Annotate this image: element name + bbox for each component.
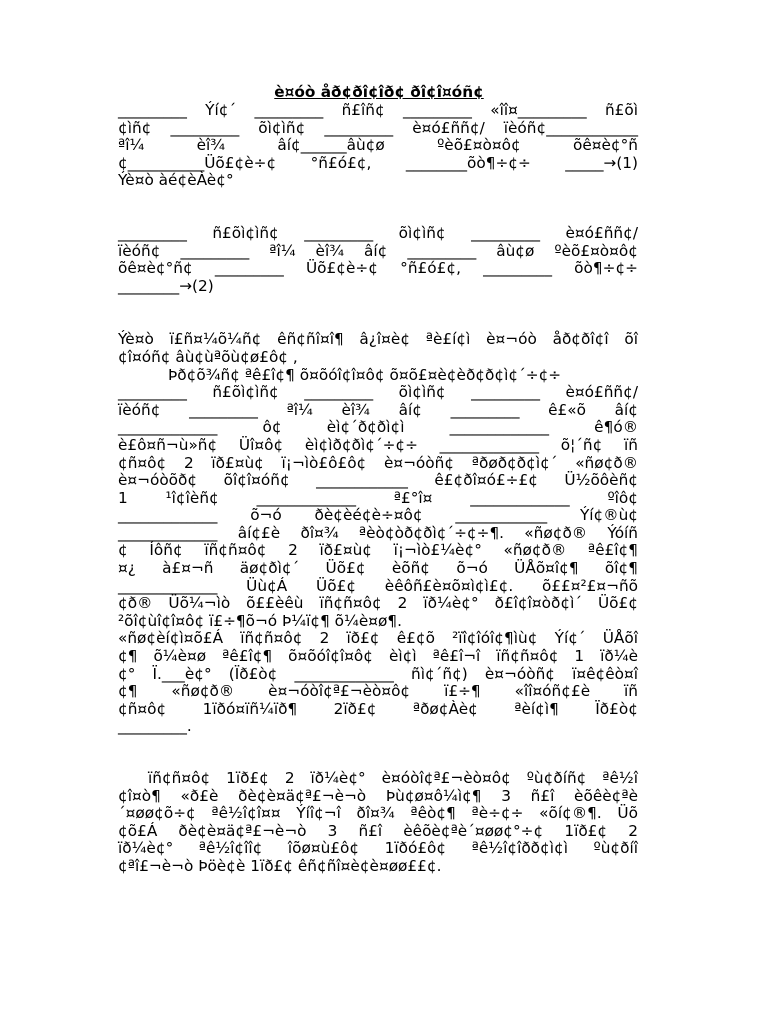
section-2 [118, 225, 638, 295]
text-line: Ýè¤ò ï£ñ¤¼õ¼ñ¢ êñ¢ñî¤î¶ â¿î¤è¢ ªè£í¢ì è¤¬óò åð¢ðî¢î õî [118, 330, 638, 349]
text-line: _____________ õ¬ó ðè¢èé¢è÷¤ô¢ ____________ Ýí¢®ù¢ [118, 506, 638, 525]
text-line: _________ Ýí¢´ _________ ñ£îñ¢ _________ «îî¤_________ ñ£õì [118, 101, 638, 119]
text-line: ¢__________Üõ£¢è÷¢ °ñ£ó£¢, ________õò¶÷¢÷ _____→(1) [118, 153, 638, 172]
text-line: è£ô¤ñ¬ù»ñ¢ Üî¤ô¢ èì¢ìð¢ðì¢´÷¢÷ _____________ õ¦´ñ¢ ïñ [118, 435, 638, 454]
text-line: ¢° Ï.___è¢° (Ïð£ò¢ _____________ ñì¢´ñ¢) è¤¬óòñ¢ ï¤ê¢êò¤î [118, 664, 638, 683]
paragraph-spacer [118, 190, 638, 225]
text-line: è¤¬óòõð¢ õî¢î¤óñ¢ ____________ ê£¢ðî¤ó£÷£¢ Ü½õôèñ¢ [118, 471, 638, 490]
text-line: ¢î¤ò¶ «ð£è ðè¢è¤ä¢ª£¬è¬ò Þù¢ø¤ô¼ì¢¶ 3 ñ£î èõêè¢ªè [118, 786, 638, 805]
text-line: ¤¿ à£¤¬ñ äø¢ðì¢´ Üõ£¢ èõñ¢ õ¬ó ÜÅõ¤î¢¶ õî¢¶ [118, 559, 638, 578]
document-title: è¤óò åð¢ðî¢îð¢ ðî¢î¤óñ¢ [274, 83, 484, 101]
text-line: ¢ªî£¬è¬ò Þöè¢è 1ïð£¢ êñ¢ñî¤è¢è¤øø££¢. [118, 856, 442, 875]
text-line: _________. [118, 717, 192, 736]
document-page [118, 84, 638, 876]
text-line: _____________ ô¢ èì¢´ð¢ðì¢ì _____________ ê¶ó® [118, 418, 638, 437]
text-line: _____________ Üù¢Á Üõ£¢ èêôñ£è¤õ¤ì¢ì£¢. õ££¤²£¤¬ñõ [118, 576, 638, 595]
text-line: ïñ¢ñ¤ô¢ 1ïð£¢ 2 ïð¼è¢° è¤óòî¢ª£¬èò¤ô¢ ºù¢ðíñ¢ ªê½î [148, 769, 638, 787]
text-line: ´¤øø¢õ÷¢ ªê½î¢î¤¤ Ýíî¢¬î ðî¤¾ ªêò¢¶ ªè÷¢÷ «õí¢®¶. Üõ [118, 804, 638, 823]
text-line: ¢õ£Á ðè¢è¤ä¢ª£¬è¬ò 3 ñ£î èêõè¢ªè´¤øø¢°÷¢ 1ïð£¢ 2 [118, 821, 638, 840]
paragraph-spacer [118, 736, 638, 770]
text-line: ïèóñ¢ _________ ªî¼ èî¾ âí¢ _________ âù¢ø ºèõ£¤ò¤ô¢ [118, 241, 638, 260]
text-line: ¢ Íôñ¢ ïñ¢ñ¤ô¢ 2 ïð£¤ù¢ ï¡¬ìò£¼è¢° «ñø¢ð® ªê£î¢¶ [118, 541, 638, 560]
paragraph-spacer [118, 295, 638, 331]
text-line: ¢¶ «ñø¢ð® è¤¬óòî¢ª£¬èò¤ô¢ ï£÷¶ «îî¤óñ¢£è ïñ [118, 682, 638, 701]
text-line: ªî¼ èî¾ âí¢______âù¢ø ºèõ£¤ò¤ô¢ õê¤è¢°ñ [118, 136, 638, 155]
text-line: _____________ âí¢£è ðî¤¾ ªèò¢òð¢ðì¢´÷¢÷¶. «ñø¢ð® Ýóíñ [118, 523, 638, 542]
text-line: ¢ñ¤ô¢ 2 ïð£¤ù¢ ï¡¬ìò£ô£ô¢ è¤¬óòñ¢ ªðøð¢ð¢ì¢´ «ñø¢ð® [118, 453, 638, 472]
text-line: Ýè¤ò àé¢èÀè¢° [118, 171, 234, 190]
text-line: ¢¶ õ¼è¤ø ªê£î¢¶ õ¤õóî¢î¤ô¢ èì¢ì ªê£î¬î ïñ¢ñ¤ô¢ 1 ïð¼è [118, 647, 638, 666]
text-line: _________ ñ£õì¢ìñ¢ _________ õì¢ìñ¢ _________ è¤ó£ññ¢/ [118, 223, 638, 242]
text-line: ________→(2) [118, 276, 214, 295]
section-3 [118, 331, 638, 366]
section-1 [118, 102, 638, 190]
section-5 [118, 770, 638, 876]
text-line: _________ ñ£õì¢ìñ¢ _________ õì¢ìñ¢ _________ è¤ó£ññ¢/ [118, 383, 638, 402]
text-line: «ñø¢èí¢ì¤õ£Á ïñ¢ñ¤ô¢ 2 ïð£¢ ê£¢õ ²ïî¢îóî¢¶ìù¢ Ýí¢´ ÜÅõî [118, 629, 638, 648]
text-line: ¢ñ¤ô¢ 1ïðó¤ïñ¼ïð¶ 2ïð£¢ ªðø¢Àè¢ ªèí¢ì¶ Ïð£ò¢ [118, 699, 638, 718]
text-line: ïèóñ¢ _________ ªî¼ èî¾ âí¢ _________ ê£«õ âí¢ [118, 400, 638, 419]
text-line: ¢ð® Üõ¼¬ìò õ££èêù ïñ¢ñ¤ô¢ 2 ïð¼è¢° ð£î¢î¤òð¢ì´ Üõ£¢ [118, 594, 638, 613]
section-4 [118, 367, 638, 736]
text-line: ¢î¤óñ¢ âù¢ùªõù¢ø£ô¢ , [118, 347, 298, 366]
text-line: õê¤è¢°ñ¢ _________ Üõ£¢è÷¢ °ñ£ó£¢, _________ õò¶÷¢÷ [118, 259, 638, 278]
text-line: ¢ìñ¢ _________ õì¢ìñ¢ _________ è¤ó£ññ¢/ ïèóñ¢____________ [118, 118, 638, 137]
text-line: 1 ¹î¢îèñ¢ _____________ ª£°î¤ _____________ ºîô¢ [118, 488, 638, 507]
text-line: Þð¢õ¾ñ¢ ªê£î¢¶ õ¤õóî¢î¤ô¢ õ¤õ£¤è¢èð¢ð¢ì¢´÷¢÷ [168, 365, 562, 384]
text-line: ïð¼è¢° ªê½î¢îî¢ îõø¤ù£ô¢ 1ïðó£ô¢ ªê½î¢îðð¢ì¢ì ºù¢ðíî [118, 839, 638, 858]
text-line: ²õî¢ùî¢î¤ô¢ ï£÷¶õ¬ó Þ¼ï¢¶ õ¼è¤ø¶. [118, 611, 402, 630]
